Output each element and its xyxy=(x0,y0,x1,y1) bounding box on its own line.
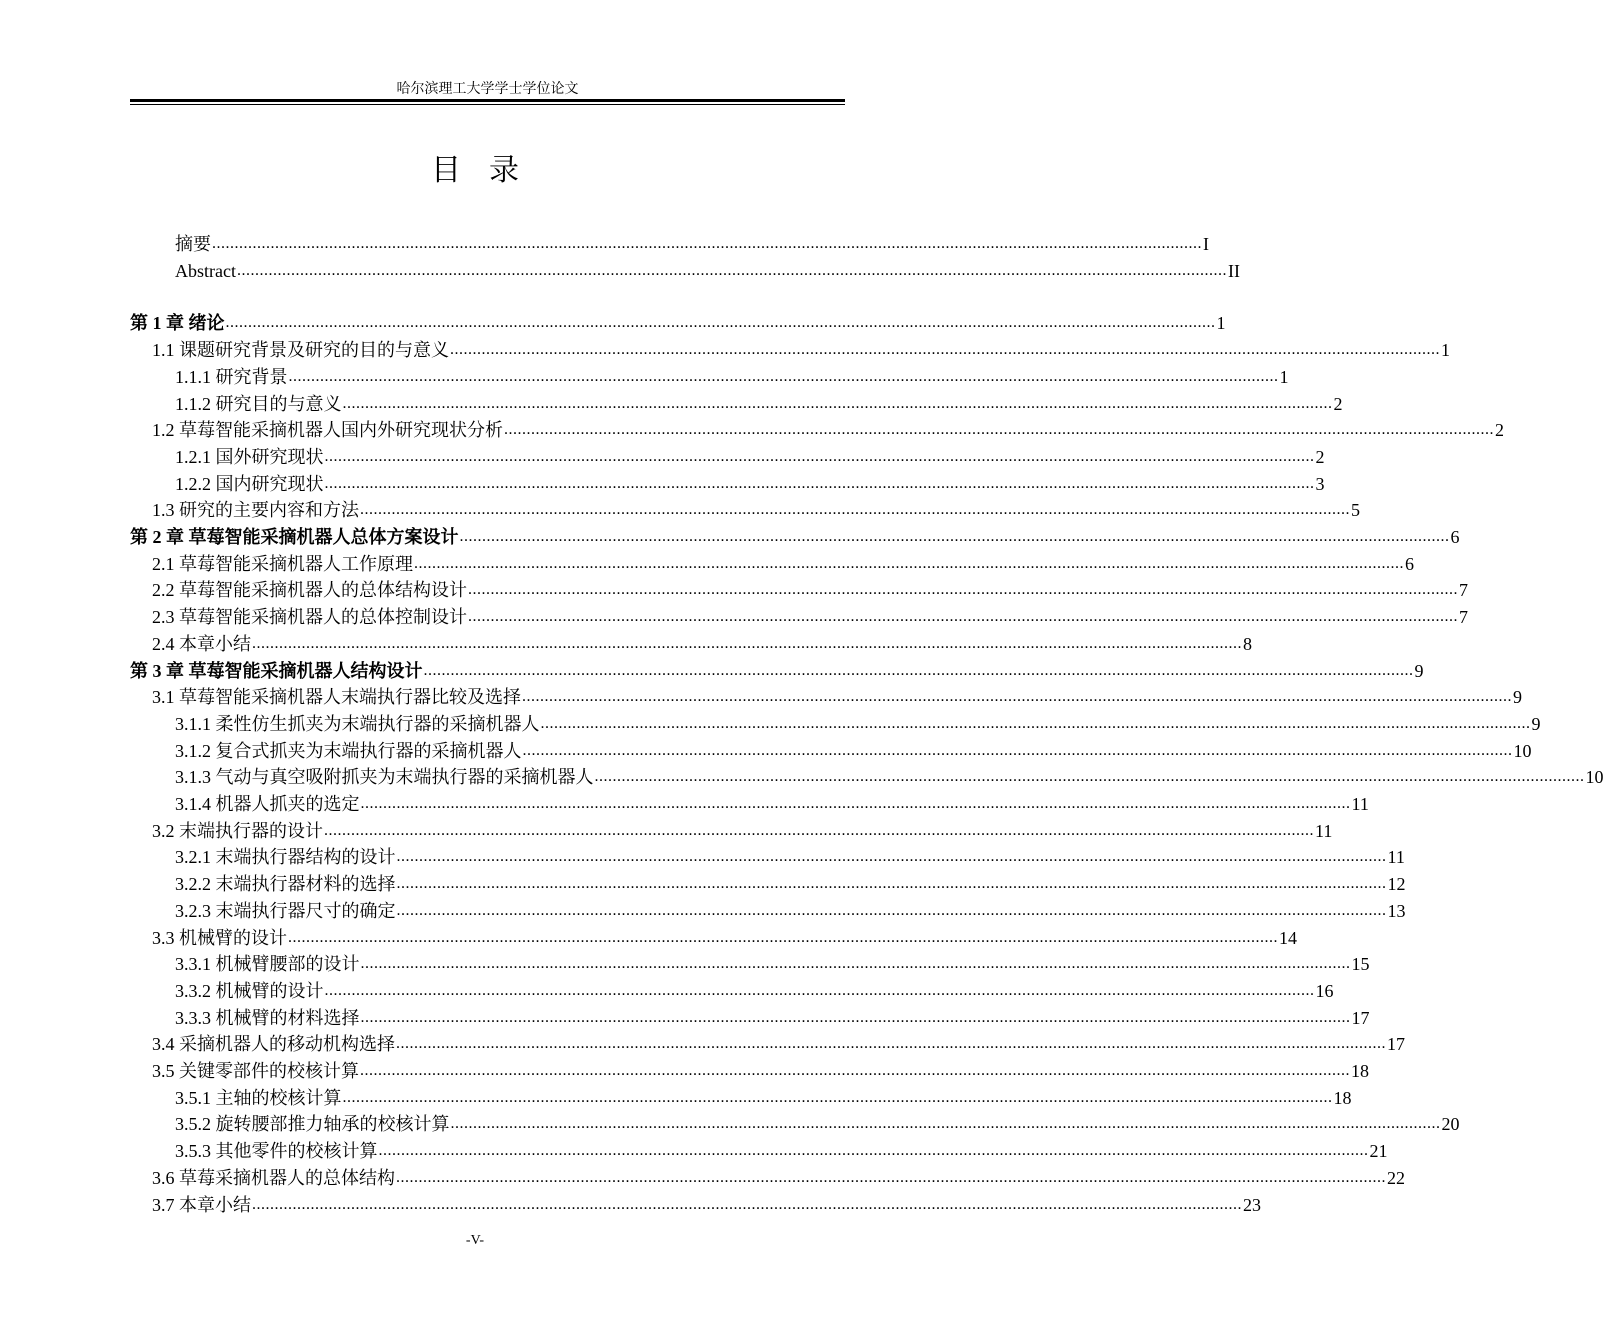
toc-entry[interactable] xyxy=(130,815,1333,842)
toc-entry[interactable] xyxy=(130,414,1504,441)
toc-entry-label: 3.5.3 其他零件的校核计算 xyxy=(175,1141,378,1162)
toc-entry-label: 1.2 草莓智能采摘机器人国内外研究现状分析 xyxy=(152,420,503,441)
toc-dot-leader: ............................................................................................................................................................................................................................ xyxy=(396,901,1387,919)
toc-entry-label: 3.3.1 机械臂腰部的设计 xyxy=(175,954,360,975)
toc-dot-leader: ............................................................................................................................................................................................................................ xyxy=(594,768,1585,786)
toc-entry-label: 2.3 草莓智能采摘机器人的总体控制设计 xyxy=(152,607,467,628)
toc-entry-page: 10 xyxy=(1513,740,1532,761)
toc-dot-leader: ............................................................................................................................................................................................................................ xyxy=(342,394,1333,412)
toc-entry-page: 17 xyxy=(1387,1034,1405,1055)
toc-entry-page: 18 xyxy=(1333,1087,1352,1108)
toc-dot-leader: ............................................................................................................................................................................................................................ xyxy=(450,341,1440,359)
toc-entry[interactable] xyxy=(130,468,1325,495)
toc-entry-page: 16 xyxy=(1315,980,1334,1001)
toc-entry-label: 3.5.2 旋转腰部推力轴承的校核计算 xyxy=(175,1114,450,1135)
toc-entry-label: 摘要 xyxy=(175,234,211,254)
toc-entry[interactable] xyxy=(130,975,1334,1002)
toc-entry-page: 21 xyxy=(1369,1141,1388,1162)
toc-entry[interactable] xyxy=(130,334,1450,361)
toc-dot-leader: ............................................................................................................................................................................................................................ xyxy=(225,314,1216,332)
running-header: 哈尔滨理工大学学士学位论文 xyxy=(396,82,579,97)
toc-dot-leader: ............................................................................................................................................................................................................................ xyxy=(288,367,1279,385)
toc-entry-page: 17 xyxy=(1351,1007,1370,1028)
toc-entry[interactable] xyxy=(130,361,1289,388)
toc-entry[interactable] xyxy=(130,922,1297,949)
toc-entry[interactable] xyxy=(130,255,1240,282)
toc-dot-leader: ............................................................................................................................................................................................................................ xyxy=(378,1142,1369,1160)
toc-entry-page: II xyxy=(1227,260,1240,281)
toc-entry-label: 3.7 本章小结 xyxy=(152,1194,251,1215)
toc-entry[interactable] xyxy=(130,521,1460,548)
toc-entry-page: 18 xyxy=(1351,1061,1369,1081)
toc-entry-page: 1 xyxy=(1441,340,1450,361)
toc-dot-leader: ............................................................................................................................................................................................................................ xyxy=(252,1195,1242,1213)
toc-entry-label: 1.2.1 国外研究现状 xyxy=(175,446,324,467)
toc-entry[interactable] xyxy=(130,708,1541,735)
toc-entry-label: 3.2.3 末端执行器尺寸的确定 xyxy=(175,900,396,921)
toc-entry-page: 2 xyxy=(1495,420,1504,441)
toc-entry[interactable] xyxy=(130,655,1424,682)
page-title: 目录 xyxy=(431,154,547,187)
toc-entry-page: 3 xyxy=(1315,473,1325,494)
toc-entry-label: 1.2.2 国内研究现状 xyxy=(175,473,324,494)
toc-entry[interactable] xyxy=(130,735,1532,762)
toc-dot-leader: ............................................................................................................................................................................................................................ xyxy=(396,1035,1386,1053)
toc-entry-page: 9 xyxy=(1513,687,1522,708)
toc-entry-page: 6 xyxy=(1405,553,1414,574)
toc-entry-label: 3.3 机械臂的设计 xyxy=(152,927,287,948)
toc-entry-label: 3.5.1 主轴的校核计算 xyxy=(175,1087,342,1108)
toc-dot-leader: ............................................................................................................................................................................................................................ xyxy=(288,928,1278,946)
toc-entry-label: 3.2 末端执行器的设计 xyxy=(152,820,323,841)
toc-dot-leader: ............................................................................................................................................................................................................................ xyxy=(396,1168,1386,1186)
toc-dot-leader: ............................................................................................................................................................................................................................ xyxy=(423,661,1414,679)
toc-entry-label: 3.1.3 气动与真空吸附抓夹为末端执行器的采摘机器人 xyxy=(175,767,594,788)
toc-entry-label: 2.4 本章小结 xyxy=(152,633,251,654)
toc-entry[interactable] xyxy=(130,1082,1352,1109)
toc-dot-leader: ............................................................................................................................................................................................................................ xyxy=(324,821,1314,839)
toc-entry[interactable] xyxy=(130,307,1226,334)
toc-entry-page: 23 xyxy=(1243,1194,1261,1215)
toc-entry-page: 12 xyxy=(1387,874,1406,895)
toc-entry[interactable] xyxy=(130,601,1468,628)
toc-dot-leader: ............................................................................................................................................................................................................................ xyxy=(459,528,1450,545)
toc-dot-leader: ............................................................................................................................................................................................................................ xyxy=(504,421,1494,439)
toc-entry-page: I xyxy=(1203,234,1209,254)
toc-dot-leader: ............................................................................................................................................................................................................................ xyxy=(236,261,1227,279)
toc-dot-leader: ............................................................................................................................................................................................................................ xyxy=(468,581,1458,599)
toc-dot-leader: ............................................................................................................................................................................................................................ xyxy=(360,1008,1351,1026)
toc-entry-page: 7 xyxy=(1459,580,1468,601)
toc-entry-page: 14 xyxy=(1279,927,1297,948)
toc-dot-leader: ............................................................................................................................................................................................................................ xyxy=(396,848,1387,866)
toc-dot-leader: ............................................................................................................................................................................................................................ xyxy=(212,235,1202,252)
toc-entry-page: 15 xyxy=(1351,954,1370,975)
toc-entry-page: 2 xyxy=(1315,446,1325,467)
toc-dot-leader: ............................................................................................................................................................................................................................ xyxy=(540,714,1531,732)
toc-entry[interactable] xyxy=(130,1055,1369,1082)
toc-entry-label: 第 2 章 草莓智能采摘机器人总体方案设计 xyxy=(130,527,459,547)
toc-dot-leader: ............................................................................................................................................................................................................................ xyxy=(360,1062,1350,1079)
toc-entry-page: 1 xyxy=(1216,313,1226,334)
toc-entry-label: 1.3 研究的主要内容和方法 xyxy=(152,500,359,521)
toc-dot-leader: ............................................................................................................................................................................................................................ xyxy=(414,554,1404,572)
header-rule-thin xyxy=(130,104,845,105)
toc-entry-page: 9 xyxy=(1531,713,1541,734)
toc-entry-label: 3.3.2 机械臂的设计 xyxy=(175,980,324,1001)
toc-entry[interactable] xyxy=(130,1002,1370,1029)
toc-entry[interactable] xyxy=(130,788,1369,815)
page-number: -V- xyxy=(465,1233,485,1248)
toc-entry-label: 1.1.2 研究目的与意义 xyxy=(175,393,342,414)
toc-entry-page: 10 xyxy=(1585,767,1604,788)
toc-entry[interactable] xyxy=(130,574,1468,601)
toc-entry[interactable] xyxy=(130,628,1252,655)
toc-entry[interactable] xyxy=(130,441,1325,468)
toc-entry-page: 2 xyxy=(1333,393,1343,414)
toc-dot-leader: ............................................................................................................................................................................................................................ xyxy=(522,741,1513,759)
toc-entry-page: 22 xyxy=(1387,1167,1405,1188)
toc-dot-leader: ............................................................................................................................................................................................................................ xyxy=(360,501,1350,519)
toc-entry[interactable] xyxy=(130,761,1604,788)
toc-entry-page: 11 xyxy=(1351,794,1369,814)
toc-dot-leader: ............................................................................................................................................................................................................................ xyxy=(468,608,1458,626)
toc-entry[interactable] xyxy=(130,868,1406,895)
toc-entry-label: 1.1 课题研究背景及研究的目的与意义 xyxy=(152,340,449,361)
toc-entry-label: 3.3.3 机械臂的材料选择 xyxy=(175,1007,360,1028)
toc-entry-label: 3.1.4 机器人抓夹的选定 xyxy=(175,794,360,814)
toc-entry[interactable] xyxy=(130,1135,1388,1162)
toc-entry-page: 6 xyxy=(1450,527,1460,547)
toc-dot-leader: ............................................................................................................................................................................................................................ xyxy=(360,955,1351,973)
toc-entry-page: 20 xyxy=(1441,1114,1460,1135)
toc-entry[interactable] xyxy=(130,1028,1405,1055)
toc-entry[interactable] xyxy=(130,1108,1460,1135)
toc-dot-leader: ............................................................................................................................................................................................................................ xyxy=(360,795,1351,812)
toc-dot-leader: ............................................................................................................................................................................................................................ xyxy=(396,875,1387,893)
toc-dot-leader: ............................................................................................................................................................................................................................ xyxy=(252,634,1242,652)
toc-entry-label: 2.1 草莓智能采摘机器人工作原理 xyxy=(152,553,413,574)
toc-entry-label: 2.2 草莓智能采摘机器人的总体结构设计 xyxy=(152,580,467,601)
toc-dot-leader: ............................................................................................................................................................................................................................ xyxy=(342,1088,1333,1106)
header-rule-thick xyxy=(130,99,845,102)
toc-entry-label: 第 1 章 绪论 xyxy=(130,313,225,334)
toc-entry-label: Abstract xyxy=(175,260,236,281)
toc-dot-leader: ............................................................................................................................................................................................................................ xyxy=(450,1115,1441,1133)
toc-entry-label: 1.1.1 研究背景 xyxy=(175,366,288,387)
toc-entry-page: 11 xyxy=(1387,847,1405,868)
toc-entry[interactable] xyxy=(130,388,1343,415)
toc-entry-page: 1 xyxy=(1279,366,1289,387)
toc-entry-label: 3.5 关键零部件的校核计算 xyxy=(152,1061,359,1081)
toc-entry-page: 7 xyxy=(1459,607,1468,628)
toc-dot-leader: ............................................................................................................................................................................................................................ xyxy=(324,981,1315,999)
toc-entry-label: 3.4 采摘机器人的移动机构选择 xyxy=(152,1034,395,1055)
toc-entry-label: 3.2.2 末端执行器材料的选择 xyxy=(175,874,396,895)
toc-entry-page: 11 xyxy=(1315,820,1333,841)
toc-entry[interactable] xyxy=(130,841,1405,868)
toc-entry-page: 8 xyxy=(1243,633,1252,654)
toc-entry-label: 3.1 草莓智能采摘机器人末端执行器比较及选择 xyxy=(152,687,521,708)
toc-entry[interactable] xyxy=(130,895,1406,922)
toc-entry-label: 3.2.1 末端执行器结构的设计 xyxy=(175,847,396,868)
toc-entry-page: 9 xyxy=(1414,660,1424,681)
toc-entry-label: 3.6 草莓采摘机器人的总体结构 xyxy=(152,1167,395,1188)
toc-entry[interactable] xyxy=(130,228,1209,255)
toc-entry[interactable] xyxy=(130,681,1522,708)
toc-dot-leader: ............................................................................................................................................................................................................................ xyxy=(522,688,1512,706)
toc-entry-label: 第 3 章 草莓智能采摘机器人结构设计 xyxy=(130,660,423,681)
toc-entry[interactable] xyxy=(130,948,1370,975)
toc-entry-label: 3.1.2 复合式抓夹为末端执行器的采摘机器人 xyxy=(175,740,522,761)
toc-dot-leader: ............................................................................................................................................................................................................................ xyxy=(324,474,1315,492)
toc-entry[interactable] xyxy=(130,494,1360,521)
toc-dot-leader: ............................................................................................................................................................................................................................ xyxy=(324,447,1315,465)
toc-entry-label: 3.1.1 柔性仿生抓夹为末端执行器的采摘机器人 xyxy=(175,713,540,734)
toc-entry-page: 13 xyxy=(1387,900,1406,921)
toc-entry[interactable] xyxy=(130,548,1414,575)
toc-entry[interactable] xyxy=(130,1162,1405,1189)
toc-entry[interactable] xyxy=(130,1189,1261,1216)
toc-entry-page: 5 xyxy=(1351,500,1360,521)
